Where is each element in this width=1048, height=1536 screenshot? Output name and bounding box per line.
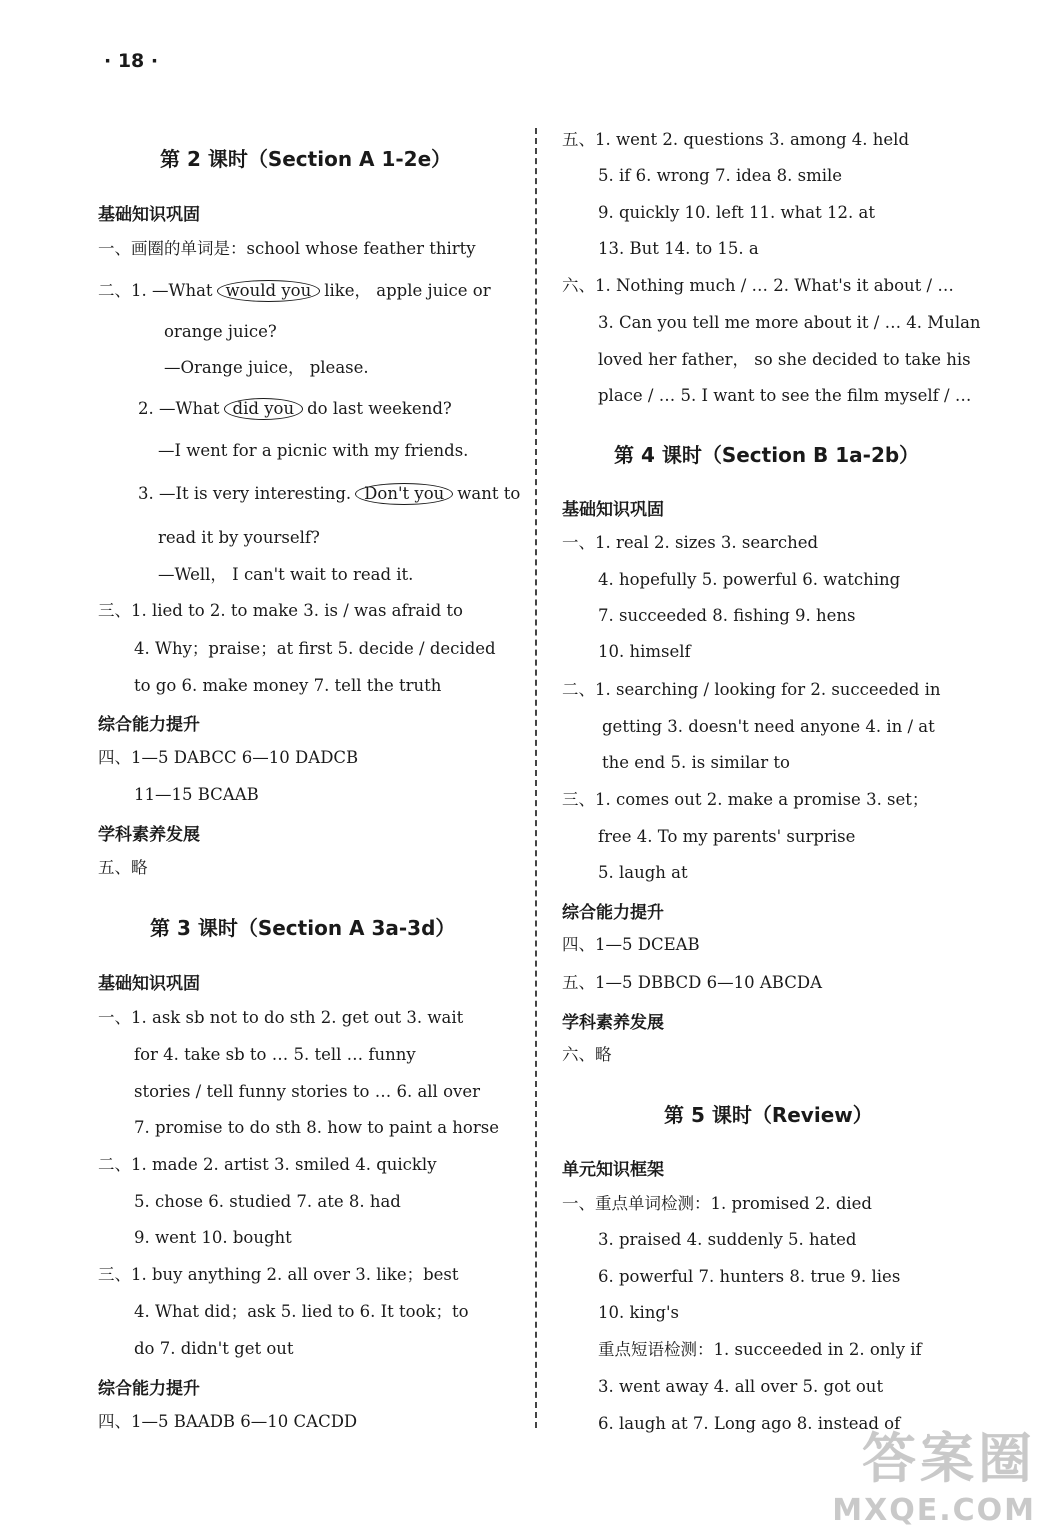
answer-line: 五、1. went 2. questions 3. among 4. held [562,130,910,149]
section-heading: 综合能力提升 [98,715,200,735]
column-divider [535,128,537,1428]
answer-line: 4. hopefully 5. powerful 6. watching [598,570,901,589]
answer-line: 一、1. real 2. sizes 3. searched [562,533,819,552]
answer-line: —I went for a picnic with my friends. [158,441,469,460]
section-heading: 基础知识巩固 [98,974,200,994]
lesson4-title: 第 4 课时（Section B 1a-2b） [614,443,920,467]
answer-line: 一、画圈的单词是：school whose feather thirty [98,239,476,258]
answer-line: do 7. didn't get out [134,1339,294,1358]
answer-line: 重点短语检测：1. succeeded in 2. only if [598,1340,922,1359]
answer-line: 四、1—5 BAADB 6—10 CACDD [98,1412,358,1431]
answer-line [138,483,520,505]
answer-line: 二、1. made 2. artist 3. smiled 4. quickly [98,1155,437,1174]
answer-line: —Well， I can't wait to read it. [158,565,414,584]
section-heading: 基础知识巩固 [98,205,200,225]
answer-text: want to [457,484,521,503]
answer-line: place / … 5. I want to see the film myself / … [598,386,972,405]
answer-line [98,280,491,302]
watermark [832,1416,1036,1528]
answer-line: 五、略 [98,858,148,877]
lesson5-title: 第 5 课时（Review） [664,1103,873,1127]
answer-line: 六、略 [562,1045,612,1064]
answer-line: 7. promise to do sth 8. how to paint a horse [134,1118,499,1137]
answer-line: 9. quickly 10. left 11. what 12. at [598,203,875,222]
answer-line: 五、1—5 DBBCD 6—10 ABCDA [562,973,822,992]
circled-words: did you [224,398,304,420]
section-heading: 基础知识巩固 [562,500,664,520]
watermark-top: 答案圈 [862,1427,1036,1490]
answer-line: 9. went 10. bought [134,1228,292,1247]
section-heading: 综合能力提升 [98,1379,200,1399]
answer-line: for 4. take sb to … 5. tell … funny [134,1045,416,1064]
answer-line: 四、1—5 DCEAB [562,935,700,954]
answer-line: read it by yourself? [158,528,320,547]
lesson2-title: 第 2 课时（Section A 1-2e） [160,147,452,171]
answer-line [138,398,452,420]
answer-line: 4. Why；praise；at first 5. decide / decided [134,639,496,658]
answer-line: 6. laugh at 7. Long ago 8. instead of [598,1414,901,1433]
answer-line: stories / tell funny stories to … 6. all over [134,1082,480,1101]
section-heading: 学科素养发展 [562,1013,664,1033]
answer-line: 10. himself [598,642,691,661]
answer-line: 5. chose 6. studied 7. ate 8. had [134,1192,401,1211]
answer-line: free 4. To my parents' surprise [598,827,856,846]
answer-line: to go 6. make money 7. tell the truth [134,676,442,695]
answer-line: —Orange juice， please. [164,358,369,377]
circled-words: would you [217,280,321,302]
answer-text: 3. —It is very interesting. [138,484,352,503]
page-number: · 18 · [104,50,159,72]
answer-line: 10. king's [598,1303,679,1322]
answer-line: 3. Can you tell me more about it / … 4. Mulan [598,313,981,332]
watermark-bottom: MXQE.COM [832,1493,1036,1528]
answer-line: 5. laugh at [598,863,688,882]
answer-line: 7. succeeded 8. fishing 9. hens [598,606,856,625]
answer-line: 一、重点单词检测：1. promised 2. died [562,1194,872,1213]
answer-line: 11—15 BCAAB [134,785,259,804]
answer-line: 三、1. lied to 2. to make 3. is / was afraid to [98,601,463,620]
answer-line: loved her father， so she decided to take his [598,350,971,369]
answer-line: 一、1. ask sb not to do sth 2. get out 3. wait [98,1008,464,1027]
answer-line: 四、1—5 DABCC 6—10 DADCB [98,748,359,767]
answer-line: the end 5. is similar to [602,753,790,772]
answer-line: 5. if 6. wrong 7. idea 8. smile [598,166,843,185]
answer-line: 3. praised 4. suddenly 5. hated [598,1230,857,1249]
section-heading: 单元知识框架 [562,1160,664,1180]
section-heading: 综合能力提升 [562,903,664,923]
answer-line: 三、1. comes out 2. make a promise 3. set； [562,790,929,809]
answer-line: getting 3. doesn't need anyone 4. in / at [602,717,935,736]
answer-line: 三、1. buy anything 2. all over 3. like；best [98,1265,459,1284]
answer-line: 13. But 14. to 15. a [598,239,759,258]
answer-line: 6. powerful 7. hunters 8. true 9. lies [598,1267,901,1286]
answer-text: 二、1. —What [98,281,213,300]
answer-line: 二、1. searching / looking for 2. succeeded in [562,680,941,699]
section-heading: 学科素养发展 [98,825,200,845]
answer-line: orange juice? [164,322,277,341]
answer-text: do last weekend? [307,399,452,418]
answer-line: 3. went away 4. all over 5. got out [598,1377,884,1396]
answer-line: 4. What did；ask 5. lied to 6. It took；to [134,1302,469,1321]
answer-text: like， apple juice or [324,281,491,300]
lesson3-title: 第 3 课时（Section A 3a-3d） [150,916,456,940]
circled-words: Don't you [355,483,453,505]
answer-line: 六、1. Nothing much / … 2. What's it about / … [562,276,954,295]
answer-text: 2. —What [138,399,220,418]
